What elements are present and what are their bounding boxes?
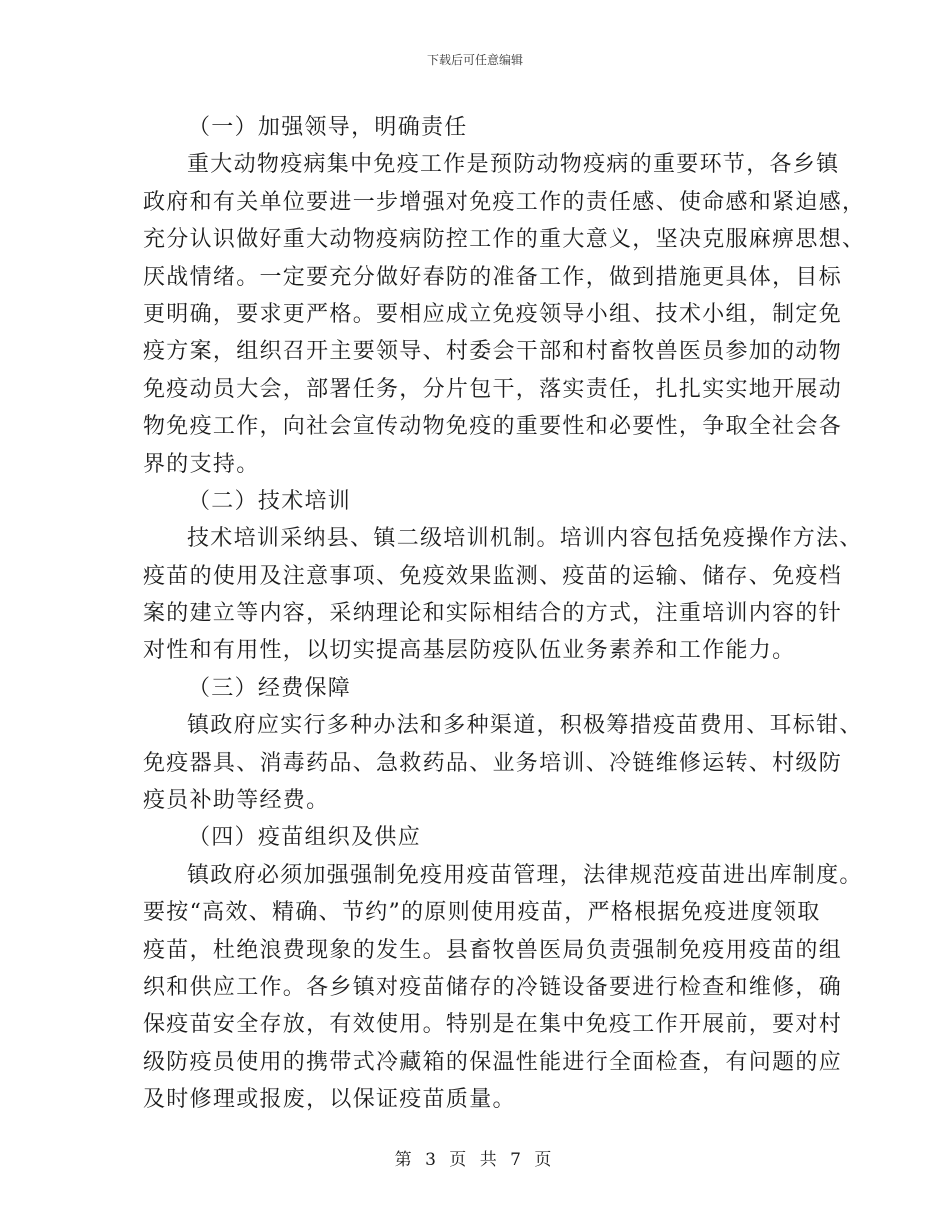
paragraph-line: 更明确，要求更严格。要相应成立免疫领导小组、技术小组，制定免: [143, 301, 843, 327]
paragraph-line: 案的建立等内容，采纳理论和实际相结合的方式，注重培训内容的针: [143, 601, 843, 627]
paragraph-line: 重大动物疫病集中免疫工作是预防动物疫病的重要环节，各乡镇: [187, 152, 840, 178]
paragraph-line: 及时修理或报废，以保证疫苗质量。: [143, 1087, 516, 1113]
section-heading: （三）经费保障: [188, 675, 352, 701]
paragraph-line: 免疫动员大会，部署任务，分片包干，落实责任，扎扎实实地开展动: [143, 376, 843, 402]
paragraph-line: 政府和有关单位要进一步增强对免疫工作的责任感、使命感和紧迫感，: [143, 189, 866, 215]
page-footer: 第 3 页 共 7 页: [394, 1150, 556, 1170]
section-heading: （四）疫苗组织及供应: [188, 825, 422, 851]
paragraph-line: 充分认识做好重大动物疫病防控工作的重大意义，坚决克服麻痹思想、: [143, 227, 866, 253]
paragraph-line: 镇政府应实行多种办法和多种渠道，积极筹措疫苗费用、耳标钳、: [187, 713, 863, 739]
section-heading: （二）技术培训: [188, 488, 352, 514]
paragraph-line: 镇政府必须加强强制免疫用疫苗管理，法律规范疫苗进出库制度。: [187, 862, 863, 888]
paragraph-line: 要按“高效、精确、节约”的原则使用疫苗，严格根据免疫进度领取: [143, 900, 821, 926]
paragraph-line: 厌战情绪。一定要充分做好春防的准备工作，做到措施更具体，目标: [143, 264, 843, 290]
paragraph-line: 保疫苗安全存放，有效使用。特别是在集中免疫工作开展前，要对村: [143, 1012, 843, 1038]
paragraph-line: 对性和有用性，以切实提高基层防疫队伍业务素养和工作能力。: [143, 638, 796, 664]
paragraph-line: 免疫器具、消毒药品、急救药品、业务培训、冷链维修运转、村级防: [143, 750, 843, 776]
section-heading: （一）加强领导，明确责任: [188, 115, 468, 140]
paragraph-line: 织和供应工作。各乡镇对疫苗储存的冷链设备要进行检查和维修，确: [143, 974, 843, 1000]
page-header: 下载后可任意编辑: [426, 53, 523, 67]
paragraph-line: 技术培训采纳县、镇二级培训机制。培训内容包括免疫操作方法、: [187, 526, 863, 552]
paragraph-line: 疫苗，杜绝浪费现象的发生。县畜牧兽医局负责强制免疫用疫苗的组: [143, 937, 843, 963]
paragraph-line: 疫方案，组织召开主要领导、村委会干部和村畜牧兽医员参加的动物: [143, 339, 843, 365]
paragraph-line: 疫苗的使用及注意事项、免疫效果监测、疫苗的运输、储存、免疫档: [143, 563, 843, 589]
document-body: [143, 109, 866, 1119]
paragraph-line: 界的支持。: [143, 451, 260, 477]
paragraph-line: 物免疫工作，向社会宣传动物免疫的重要性和必要性，争取全社会各: [143, 414, 843, 440]
paragraph-line: 级防疫员使用的携带式冷藏箱的保温性能进行全面检查，有问题的应: [143, 1049, 843, 1075]
paragraph-line: 疫员补助等经费。: [143, 788, 330, 814]
